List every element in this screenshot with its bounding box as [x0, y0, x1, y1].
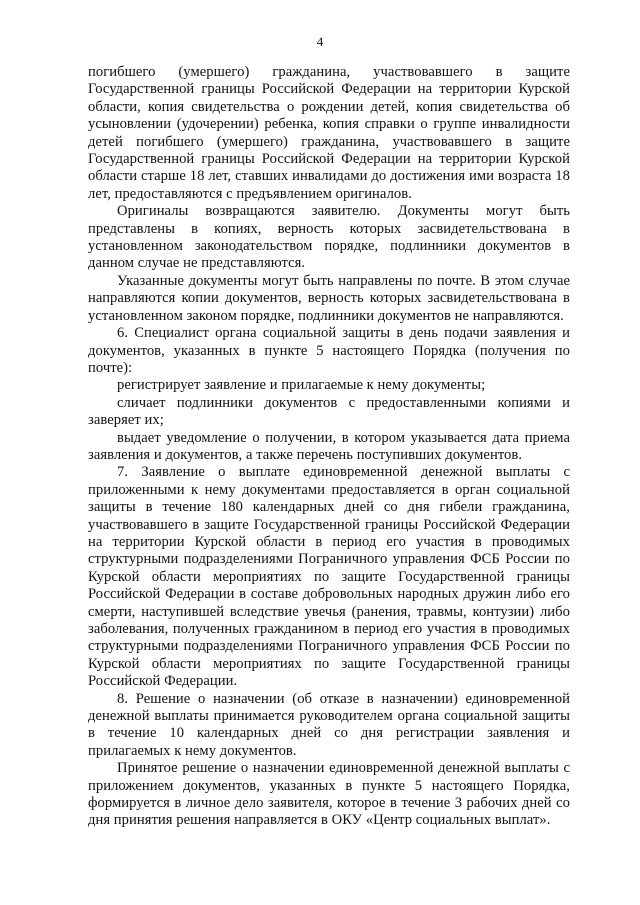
- paragraph-item-8: 8. Решение о назначении (об отказе в назначении) единовременной денежной выплаты принимается руководителем органа социальной защиты в течение 10 календарных дней со дня регистрации заявления и прилагаемых к нему документов.: [88, 690, 570, 759]
- body-text: [88, 64, 570, 830]
- paragraph-by-mail: Указанные документы могут быть направлены по почте. В этом случае направляются копии документов, верность которых засвидетельствована в установленном законом порядке, подлинники документов не направляются.: [88, 272, 570, 324]
- paragraph-item-6: 6. Специалист органа социальной защиты в день подачи заявления и документов, указанных в пункте 5 настоящего Порядка (получения по почте):: [88, 325, 570, 376]
- page-number: 4: [316, 34, 324, 49]
- paragraph-decision-filed: Принятое решение о назначении единовременной денежной выплаты с приложением документов, указанных в пункте 5 настоящего Порядка, формируется в личное дело заявителя, которое в течение 3 рабочих дней со дня принятия решения направляется в ОКУ «Центр социальных выплат».: [88, 760, 570, 829]
- paragraph-continuation: погибшего (умершего) гражданина, участвовавшего в защите Государственной границы Российской Федерации на территории Курской области, копия свидетельства о рождении детей, копия свидетельства об усыновлении (удочерении) ребенка, копия справки о группе инвалидности детей погибшего (умершего) гражданина, участвовавшего в защите Государственной границы Российской Федерации на территории Курской области старше 18 лет, ставших инвалидами до достижения ими возраста 18 лет, предоставляются с предъявлением оригиналов.: [88, 64, 570, 202]
- paragraph-compares: сличает подлинники документов с предоставленными копиями и заверяет их;: [88, 394, 570, 429]
- paragraph-originals-returned: Оригиналы возвращаются заявителю. Документы могут быть представлены в копиях, верность которых засвидетельствована в установленном законодательством порядке, подлинники документов в данном случае не представляются.: [88, 203, 570, 272]
- paragraph-issues-notice: выдает уведомление о получении, в котором указывается дата приема заявления и документов, а также перечень поступивших документов.: [88, 429, 570, 463]
- paragraph-registers: регистрирует заявление и прилагаемые к нему документы;: [117, 377, 486, 394]
- paragraph-item-7: 7. Заявление о выплате единовременной денежной выплаты с приложенными к нему документами предоставляется в орган социальной защиты в течение 180 календарных дней со дня гибели гражданина, участвовавшего в защите Государственной границы Российской Федерации на территории Курской области в период его участия в проводимых структурными подразделениями Пограничного управления ФСБ России по Курской области мероприятиях по защите Государственной границы Российской Федерации в составе добровольных народных дружин либо его смерти, наступившей вследствие увечья (ранения, травмы, контузии) либо заболевания, полученных гражданином в период его участия в проводимых структурными подразделениями Пограничного управления ФСБ России по Курской области мероприятиях по защите Государственной границы Российской Федерации.: [88, 464, 570, 690]
